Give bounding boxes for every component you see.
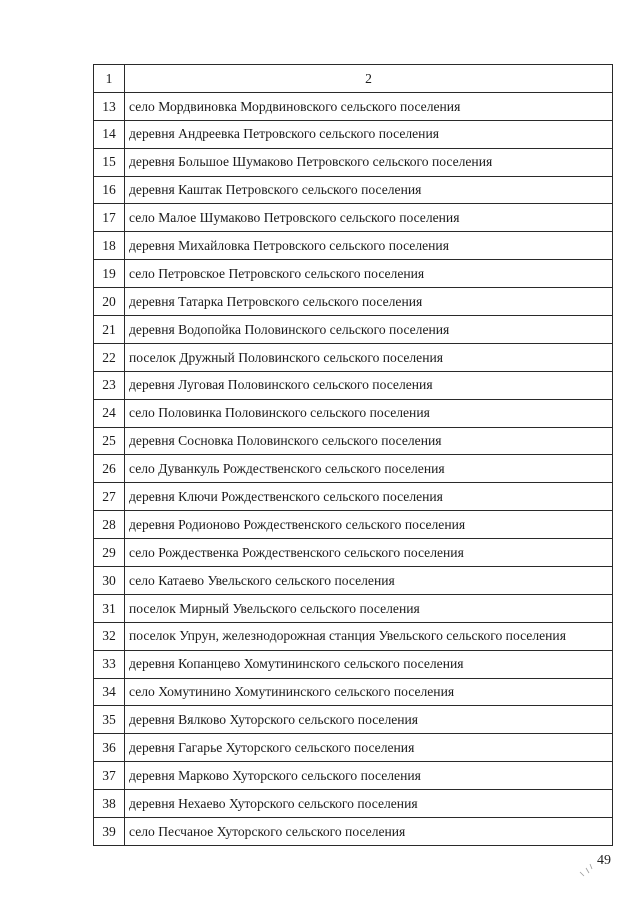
- settlement-name-cell: село Хомутинино Хомутининского сельского поселения: [125, 678, 613, 706]
- table-row: [94, 762, 613, 790]
- table-row: [94, 120, 613, 148]
- settlement-name-cell: село Рождественка Рождественского сельского поселения: [125, 539, 613, 567]
- scan-mark-icon: [578, 860, 600, 880]
- row-number-cell: 38: [94, 790, 125, 818]
- table-row: [94, 706, 613, 734]
- settlements-table: [93, 64, 613, 846]
- row-number-cell: 21: [94, 316, 125, 344]
- table-row: [94, 371, 613, 399]
- settlements-table-body: [94, 65, 613, 846]
- settlement-name-cell: деревня Нехаево Хуторского сельского поселения: [125, 790, 613, 818]
- row-number-cell: 22: [94, 343, 125, 371]
- row-number-cell: 23: [94, 371, 125, 399]
- row-number-cell: 17: [94, 204, 125, 232]
- table-row: [94, 483, 613, 511]
- header-num-cell: 1: [94, 65, 125, 93]
- table-row: [94, 92, 613, 120]
- row-number-cell: 32: [94, 622, 125, 650]
- table-row: [94, 567, 613, 595]
- table-row: [94, 427, 613, 455]
- settlement-name-cell: село Дуванкуль Рождественского сельского поселения: [125, 455, 613, 483]
- row-number-cell: 37: [94, 762, 125, 790]
- settlement-name-cell: деревня Луговая Половинского сельского поселения: [125, 371, 613, 399]
- settlement-name-cell: деревня Каштак Петровского сельского поселения: [125, 176, 613, 204]
- table-row: [94, 594, 613, 622]
- header-name-cell: 2: [125, 65, 613, 93]
- row-number-cell: 20: [94, 288, 125, 316]
- table-row: [94, 316, 613, 344]
- table-row: [94, 343, 613, 371]
- row-number-cell: 31: [94, 594, 125, 622]
- settlement-name-cell: деревня Марково Хуторского сельского поселения: [125, 762, 613, 790]
- row-number-cell: 13: [94, 92, 125, 120]
- row-number-cell: 29: [94, 539, 125, 567]
- settlement-name-cell: поселок Дружный Половинского сельского поселения: [125, 343, 613, 371]
- table-row: [94, 260, 613, 288]
- settlement-name-cell: село Половинка Половинского сельского поселения: [125, 399, 613, 427]
- settlement-name-cell: село Мордвиновка Мордвиновского сельского поселения: [125, 92, 613, 120]
- settlement-name-cell: село Катаево Увельского сельского поселения: [125, 567, 613, 595]
- table-row: [94, 678, 613, 706]
- row-number-cell: 35: [94, 706, 125, 734]
- settlement-name-cell: деревня Татарка Петровского сельского поселения: [125, 288, 613, 316]
- row-number-cell: 39: [94, 818, 125, 846]
- row-number-cell: 33: [94, 650, 125, 678]
- table-row: [94, 288, 613, 316]
- row-number-cell: 25: [94, 427, 125, 455]
- table-row: [94, 204, 613, 232]
- table-row: [94, 818, 613, 846]
- table-row: [94, 176, 613, 204]
- table-row: [94, 232, 613, 260]
- table-row: [94, 539, 613, 567]
- settlement-name-cell: деревня Сосновка Половинского сельского поселения: [125, 427, 613, 455]
- settlement-name-cell: деревня Большое Шумаково Петровского сельского поселения: [125, 148, 613, 176]
- settlement-name-cell: поселок Упрун, железнодорожная станция Увельского сельского поселения: [125, 622, 613, 650]
- settlement-name-cell: деревня Гагарье Хуторского сельского поселения: [125, 734, 613, 762]
- row-number-cell: 28: [94, 511, 125, 539]
- settlement-name-cell: село Песчаное Хуторского сельского поселения: [125, 818, 613, 846]
- row-number-cell: 16: [94, 176, 125, 204]
- row-number-cell: 27: [94, 483, 125, 511]
- table-row: [94, 622, 613, 650]
- settlement-name-cell: деревня Копанцево Хомутининского сельского поселения: [125, 650, 613, 678]
- row-number-cell: 34: [94, 678, 125, 706]
- table-header-row: [94, 65, 613, 93]
- row-number-cell: 30: [94, 567, 125, 595]
- row-number-cell: 15: [94, 148, 125, 176]
- row-number-cell: 24: [94, 399, 125, 427]
- row-number-cell: 36: [94, 734, 125, 762]
- table-row: [94, 148, 613, 176]
- table-row: [94, 650, 613, 678]
- table-row: [94, 399, 613, 427]
- settlement-name-cell: деревня Андреевка Петровского сельского поселения: [125, 120, 613, 148]
- settlement-name-cell: село Малое Шумаково Петровского сельского поселения: [125, 204, 613, 232]
- settlement-name-cell: деревня Михайловка Петровского сельского поселения: [125, 232, 613, 260]
- row-number-cell: 14: [94, 120, 125, 148]
- page-number: 49: [597, 853, 611, 868]
- table-row: [94, 455, 613, 483]
- settlement-name-cell: поселок Мирный Увельского сельского поселения: [125, 594, 613, 622]
- row-number-cell: 19: [94, 260, 125, 288]
- settlement-name-cell: деревня Родионово Рождественского сельского поселения: [125, 511, 613, 539]
- table-row: [94, 734, 613, 762]
- settlement-name-cell: деревня Вялково Хуторского сельского поселения: [125, 706, 613, 734]
- table-row: [94, 511, 613, 539]
- row-number-cell: 18: [94, 232, 125, 260]
- settlement-name-cell: деревня Водопойка Половинского сельского поселения: [125, 316, 613, 344]
- settlement-name-cell: село Петровское Петровского сельского поселения: [125, 260, 613, 288]
- row-number-cell: 26: [94, 455, 125, 483]
- settlement-name-cell: деревня Ключи Рождественского сельского поселения: [125, 483, 613, 511]
- table-row: [94, 790, 613, 818]
